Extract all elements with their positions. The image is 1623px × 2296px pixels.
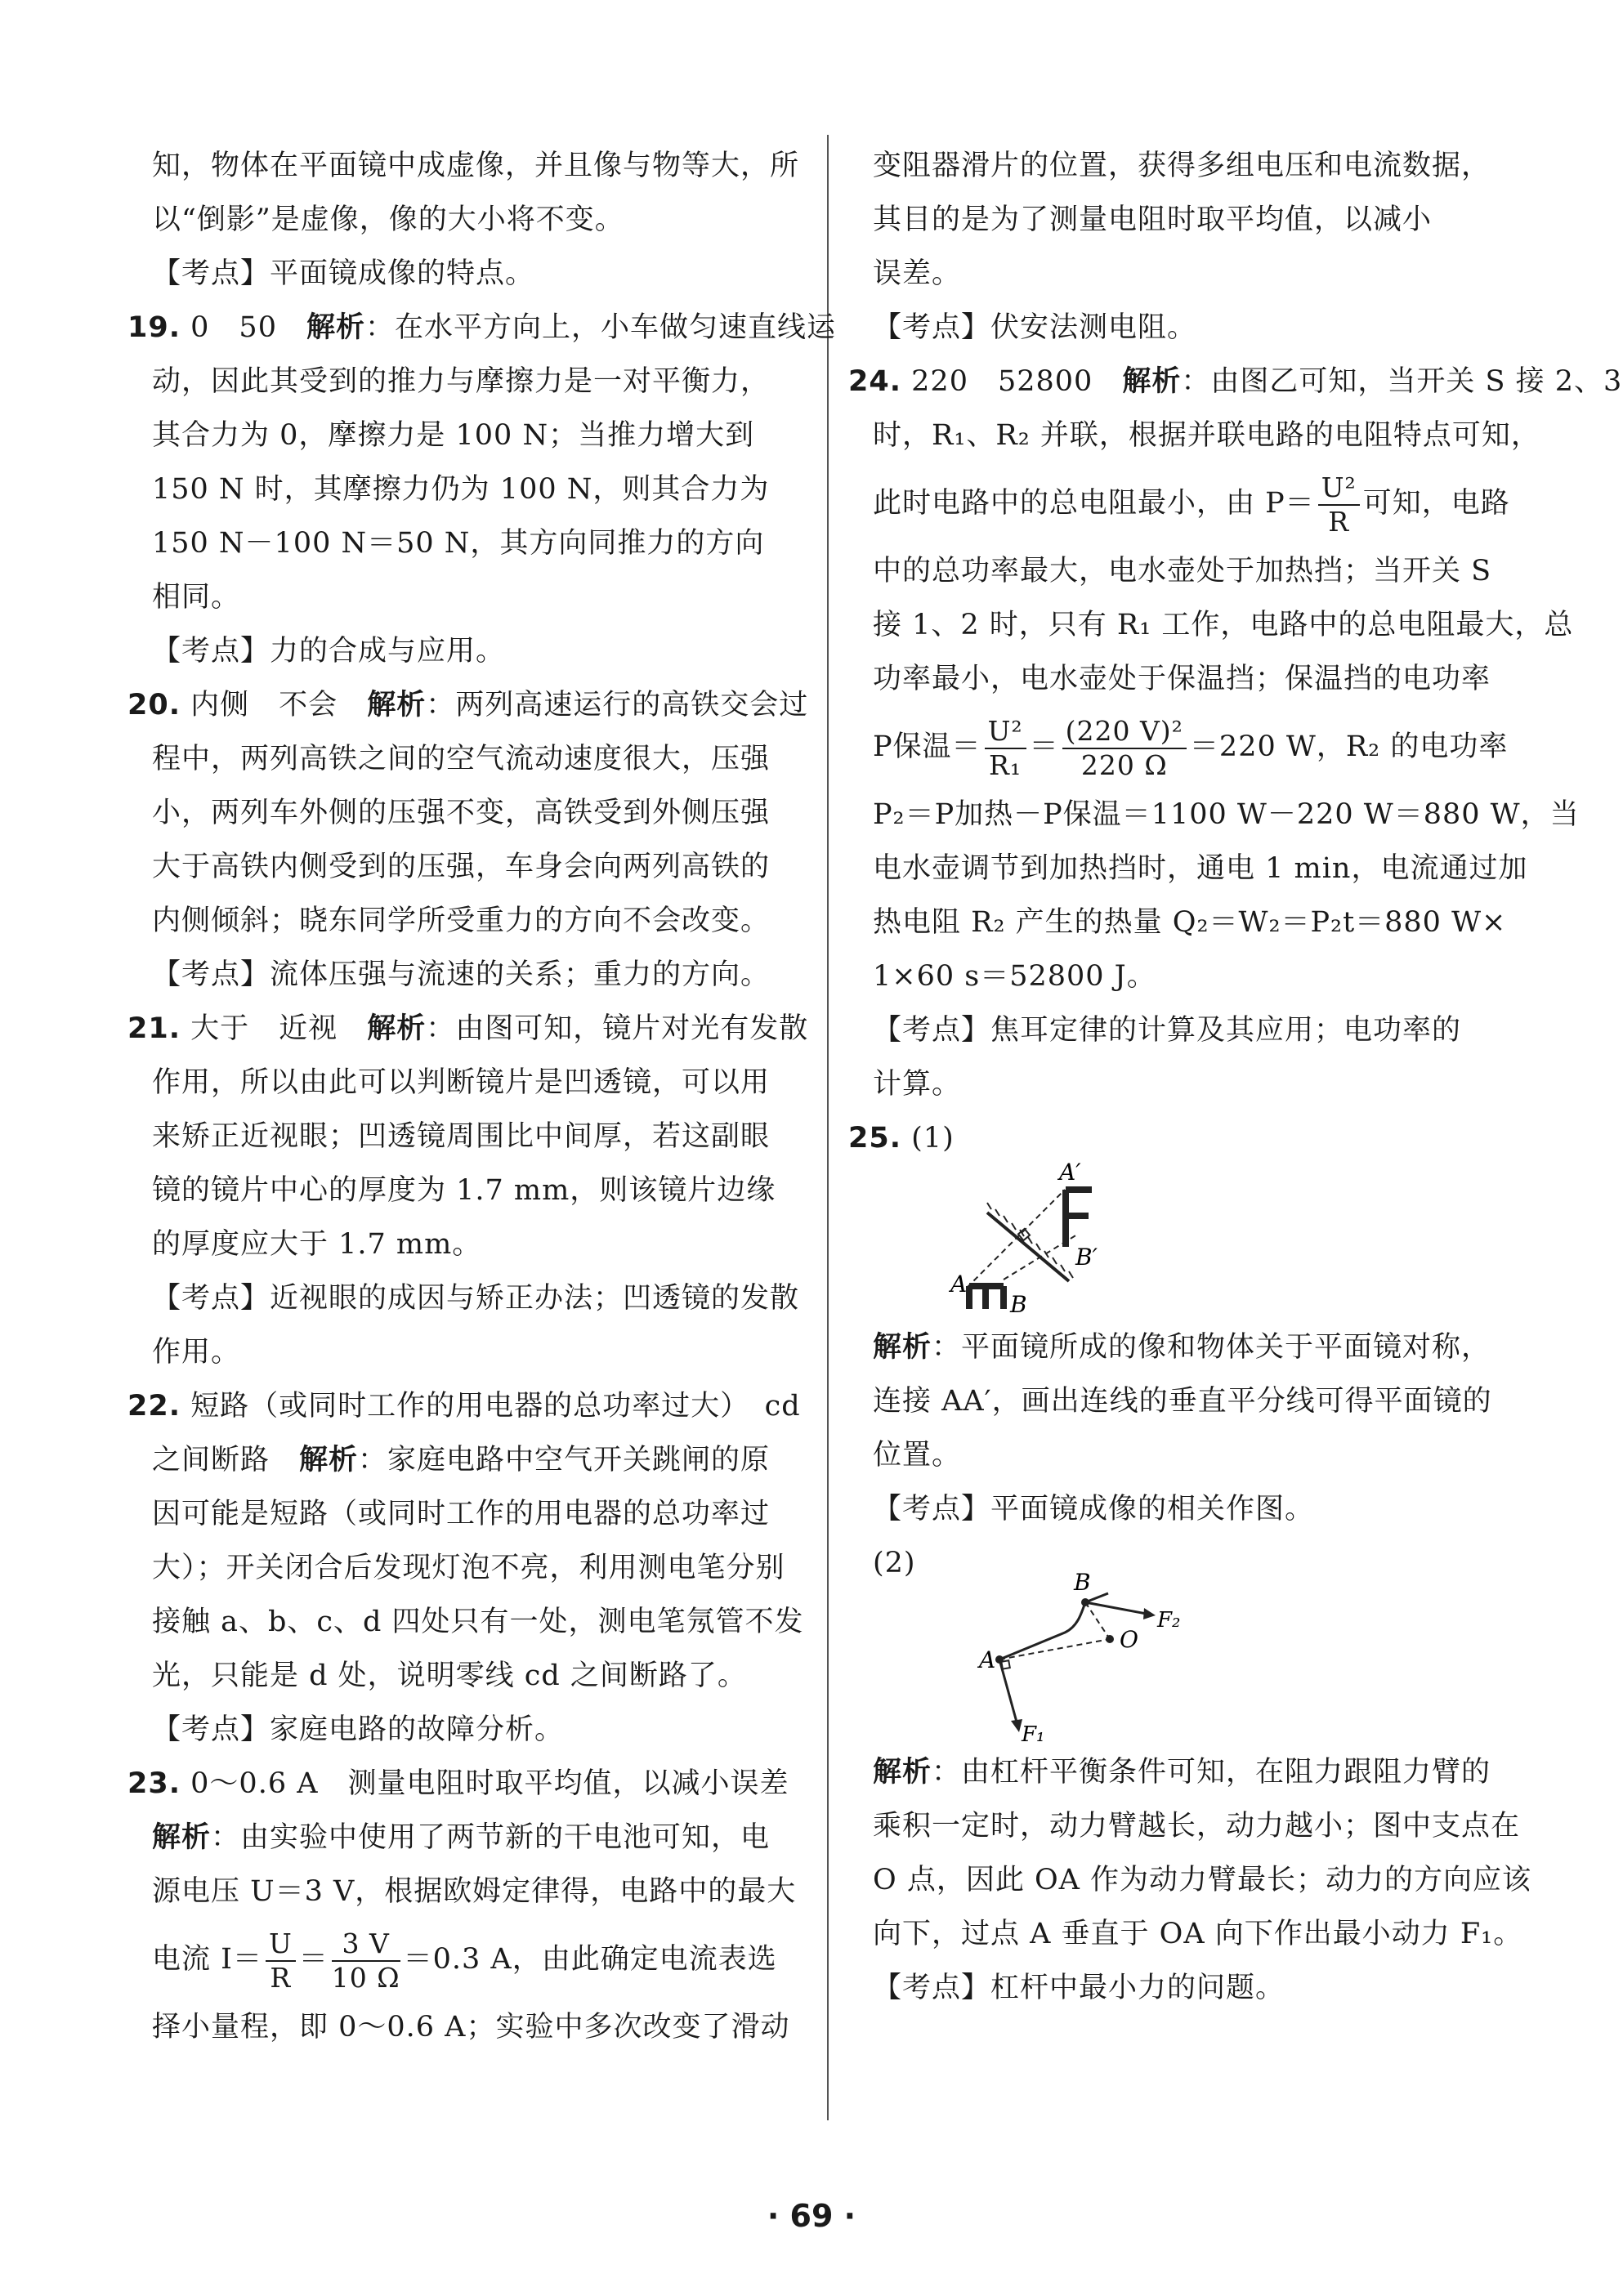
object-shape (969, 1286, 1004, 1309)
numerator: U² (1318, 471, 1360, 506)
text-span: ＝ (298, 1943, 329, 1976)
analysis-label: 解析 (299, 1444, 359, 1476)
q22-number: 22. (127, 1390, 181, 1423)
text-line: 作用。 (152, 1336, 241, 1369)
text-line: 1×60 s＝52800 J。 (873, 960, 1156, 993)
text-line: 内侧倾斜；晓东同学所受重力的方向不会改变。 (152, 905, 771, 937)
arrowhead-f2 (1143, 1608, 1156, 1619)
text-line: 知，物体在平面镜中成虚像，并且像与物等大，所 (152, 150, 800, 182)
text-line: 连接 AA′，画出连线的垂直平分线可得平面镜的 (873, 1385, 1492, 1418)
mirror-hatching (987, 1203, 1073, 1278)
fraction-u-over-r (266, 1927, 296, 1994)
text-line: 热电阻 R₂ 产生的热量 Q₂＝W₂＝P₂t＝880 W× (873, 906, 1507, 939)
label-f2: F₂ (1157, 1608, 1181, 1633)
text-line: 乘积一定时，动力臂越长，动力越小；图中支点在 (873, 1810, 1521, 1843)
text-line: 程中，两列高铁之间的空气流动速度很大，压强 (152, 743, 771, 775)
analysis-label: 解析 (152, 1821, 212, 1854)
text-line: P₂＝P加热－P保温＝1100 W－220 W＝880 W，当 (873, 798, 1580, 831)
text-line: 择小量程，即 0～0.6 A；实验中多次改变了滑动 (152, 2011, 790, 2044)
line-ob (1085, 1602, 1110, 1639)
text-line: 电水壶调节到加热挡时，通电 1 min，电流通过加 (873, 852, 1528, 885)
text-line: 中的总功率最大，电水壶处于加热挡；当开关 S (873, 555, 1492, 587)
analysis-label: 解析 (873, 1756, 932, 1789)
right-column (848, 139, 1623, 2015)
q19-header (127, 301, 837, 355)
q23-number: 23. (127, 1767, 181, 1800)
q23-header (127, 1757, 789, 1811)
kaodian-line: 【考点】平面镜成像的特点。 (152, 257, 535, 290)
label-b: B (1074, 1569, 1091, 1596)
analysis-label: 解析 (1122, 365, 1182, 398)
text-span: 此时电路中的总电阻最小，由 P＝ (873, 487, 1315, 520)
kaodian-line: 【考点】伏安法测电阻。 (873, 311, 1197, 344)
q24-number: 24. (848, 365, 902, 398)
text-line: 的厚度应大于 1.7 mm。 (152, 1228, 482, 1261)
q21-number: 21. (127, 1012, 181, 1045)
denominator: R (270, 1961, 292, 1994)
text-line: 因可能是短路（或同时工作的用电器的总功率过 (152, 1498, 771, 1530)
text-line (873, 1320, 1518, 1374)
q20-answer: 内侧 不会 (190, 689, 338, 721)
q21-header (127, 1002, 809, 1056)
text-span: ：在水平方向上，小车做匀速直线运 (365, 311, 837, 344)
column-divider (827, 135, 829, 2120)
text-line (152, 1433, 781, 1487)
mirror-diagram (922, 1157, 1249, 1312)
text-line: 以“倒影”是虚像，像的大小将不变。 (152, 203, 624, 236)
text-span: ：由图乙可知，当开关 S 接 2、3 (1181, 365, 1623, 398)
text-line: 时，R₁、R₂ 并联，根据并联电路的电阻特点可知， (873, 419, 1540, 452)
mirror-figure (873, 1159, 1518, 1320)
formula-line (873, 706, 1518, 788)
label-b: B (1010, 1291, 1027, 1312)
q24-answer: 220 52800 (911, 365, 1093, 398)
analysis-label: 解析 (873, 1331, 932, 1364)
text-line: 镜的镜片中心的厚度为 1.7 mm，则该镜片边缘 (152, 1174, 776, 1207)
text-line: 光，只能是 d 处，说明零线 cd 之间断路了。 (152, 1659, 747, 1692)
q19-number: 19. (127, 311, 181, 344)
text-span: 电流 I＝ (152, 1943, 262, 1976)
q21-answer: 大于 近视 (190, 1012, 338, 1045)
text-line: 相同。 (152, 581, 241, 614)
text-span: ＝ (1029, 730, 1059, 763)
q24-header (848, 355, 1623, 409)
text-line: 源电压 U＝3 V，根据欧姆定律得，电路中的最大 (152, 1875, 797, 1908)
left-column (127, 139, 837, 2054)
text-span: ：两列高速运行的高铁交会过 (426, 689, 809, 721)
text-line: 动，因此其受到的推力与摩擦力是一对平衡力， (152, 365, 771, 398)
label-f1: F₁ (1022, 1722, 1045, 1745)
text-line: 变阻器滑片的位置，获得多组电压和电流数据， (873, 150, 1491, 182)
numerator: U (266, 1927, 296, 1962)
q25-number: 25. (848, 1122, 902, 1155)
text-line: 大）；开关闭合后发现灯泡不亮，利用测电笔分别 (152, 1552, 785, 1584)
force-f2 (1085, 1602, 1151, 1615)
right-angle-mark (1001, 1660, 1009, 1668)
text-span: ：由图可知，镜片对光有发散 (426, 1012, 809, 1045)
text-line (873, 1745, 1518, 1799)
kaodian-line: 【考点】焦耳定律的计算及其应用；电功率的 (873, 1014, 1462, 1047)
q22-header (127, 1379, 801, 1433)
q20-header (127, 678, 809, 732)
formula-line (152, 1919, 781, 2000)
arrowhead-f1 (1011, 1719, 1022, 1732)
text-line: 大于高铁内侧受到的压强，车身会向两列高铁的 (152, 851, 771, 883)
image-shape (1066, 1190, 1092, 1247)
kaodian-line: 【考点】流体压强与流速的关系；重力的方向。 (152, 958, 771, 991)
analysis-label: 解析 (367, 689, 427, 721)
fraction-3v-over-10ohm (332, 1927, 400, 1994)
formula-line (873, 462, 1518, 544)
text-line: 接触 a、b、c、d 四处只有一处，测电笔氖管不发 (152, 1606, 804, 1638)
kaodian-line: 【考点】平面镜成像的相关作图。 (873, 1493, 1315, 1525)
denominator: R₁ (989, 748, 1022, 781)
fraction-u2-over-r (1318, 471, 1360, 538)
text-line: O 点，因此 OA 作为动力臂最长；动力的方向应该 (873, 1864, 1532, 1896)
text-line: 误差。 (873, 257, 962, 290)
text-line: 150 N－100 N＝50 N，其方向同推力的方向 (152, 527, 765, 560)
text-span: ：由实验中使用了两节新的干电池可知，电 (211, 1821, 771, 1854)
text-span: 之间断路 (152, 1444, 300, 1476)
kaodian-line: 【考点】杠杆中最小力的问题。 (873, 1972, 1285, 2004)
text-span: ：平面镜所成的像和物体关于平面镜对称， (932, 1331, 1491, 1364)
denominator: 220 Ω (1080, 748, 1168, 781)
q25-part2-label: (2) (873, 1547, 916, 1579)
q22-answer: 短路（或同时工作的用电器的总功率过大） cd (190, 1390, 801, 1423)
numerator: U² (985, 715, 1026, 749)
text-line: 小，两列车外侧的压强不变，高铁受到外侧压强 (152, 797, 771, 829)
text-line: 作用，所以由此可以判断镜片是凹透镜，可以用 (152, 1066, 771, 1099)
denominator: 10 Ω (331, 1961, 400, 1994)
text-span: ：由杠杆平衡条件可知，在阻力跟阻力臂的 (932, 1756, 1491, 1789)
fraction-u2-over-r1 (985, 715, 1026, 782)
text-line: 接 1、2 时，只有 R₁ 工作，电路中的总电阻最大，总 (873, 609, 1574, 641)
q19-answer: 0 50 (190, 311, 277, 344)
fraction-220v2-over-220ohm (1062, 715, 1187, 782)
text-line: 其合力为 0，摩擦力是 100 N；当推力增大到 (152, 419, 755, 452)
text-line: 位置。 (873, 1439, 962, 1472)
label-a: A (950, 1271, 968, 1298)
denominator: R (1328, 505, 1350, 538)
page-number: · 69 · (767, 2198, 856, 2234)
label-a-prime: A′ (1059, 1159, 1081, 1186)
kaodian-line: 【考点】家庭电路的故障分析。 (152, 1713, 565, 1746)
text-line: 功率最小，电水壶处于保温挡；保温挡的电功率 (873, 663, 1491, 695)
text-line: 其目的是为了测量电阻时取平均值，以减小 (873, 203, 1433, 236)
label-a: A (979, 1646, 996, 1673)
text-span: ＝0.3 A，由此确定电流表选 (403, 1943, 777, 1976)
q23-answer: 0～0.6 A 测量电阻时取平均值，以减小误差 (190, 1767, 789, 1800)
lever-diagram (914, 1557, 1241, 1745)
q20-number: 20. (127, 689, 181, 721)
label-o: O (1120, 1626, 1138, 1653)
q25-part1-label: (1) (911, 1122, 955, 1155)
line-oa (999, 1639, 1110, 1659)
analysis-label: 解析 (306, 311, 365, 344)
analysis-label: 解析 (367, 1012, 427, 1045)
text-span: P保温＝ (873, 730, 981, 763)
text-span: ＝220 W，R₂ 的电功率 (1189, 730, 1509, 763)
text-line: 来矫正近视眼；凹透镜周围比中间厚，若这副眼 (152, 1120, 771, 1153)
kaodian-line: 【考点】近视眼的成因与矫正办法；凹透镜的发散 (152, 1282, 800, 1315)
numerator: (220 V)² (1062, 715, 1187, 749)
text-span: 可知，电路 (1362, 487, 1510, 520)
kaodian-line: 【考点】力的合成与应用。 (152, 635, 506, 668)
text-span: ：家庭电路中空气开关跳闸的原 (358, 1444, 771, 1476)
text-line: 计算。 (873, 1068, 962, 1101)
point-o (1106, 1635, 1114, 1643)
text-line (152, 1811, 781, 1865)
label-b-prime: B′ (1075, 1244, 1098, 1271)
text-line: 向下，过点 A 垂直于 OA 向下作出最小动力 F₁。 (873, 1918, 1523, 1950)
text-line: 150 N 时，其摩擦力仍为 100 N，则其合力为 (152, 473, 770, 506)
numerator: 3 V (332, 1927, 400, 1962)
lever-figure (873, 1569, 1518, 1745)
